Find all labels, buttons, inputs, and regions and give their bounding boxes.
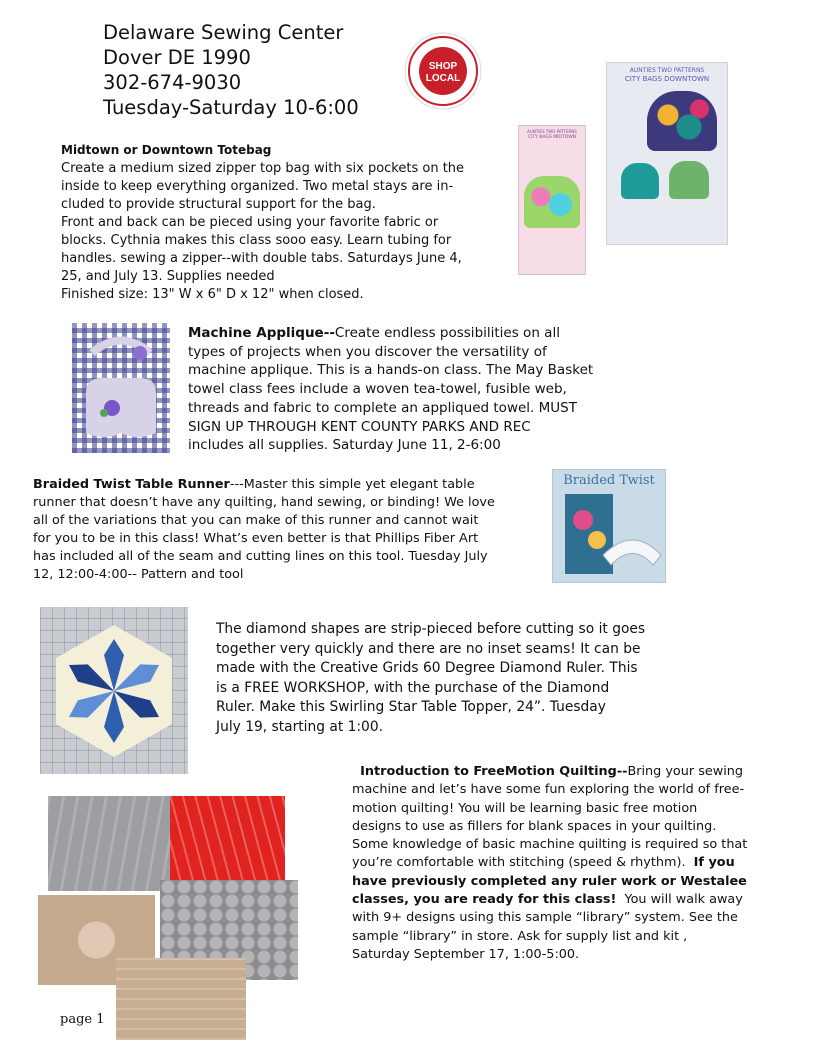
totebag-description [61,160,501,304]
braided-twist-product-photo [552,469,666,583]
diamond-line: together very quickly and there are no inset seams! It can be [216,640,641,657]
applique-title: Machine Applique-- [188,325,335,341]
quilting-sample-tan-photo [116,958,246,1040]
applique-towel-photo [72,323,170,453]
totebag-line: Create a medium sized zipper top bag with six pockets on the [61,161,465,176]
braided-line: for you to be in this class! What’s even better is that Phillips Fiber Art [33,531,479,546]
freemotion-line: designs to use as fillers for blank spaces in your quilting. [352,818,717,834]
swirling-star-photo [40,607,188,774]
braided-line: has included all of the seam and cutting lines on this tool. Tuesday July [33,549,488,564]
applique-line: types of projects when you discover the versatility of [188,343,547,360]
quilting-sample-gray-photo [48,796,174,891]
freemotion-bold-line: have previously completed any ruler work or Westalee [352,873,747,889]
freemotion-bold-line: classes, you are ready for this class! [352,892,617,908]
downtown-bag-image [647,91,717,151]
store-phone: 302-674-9030 [103,71,242,94]
freemotion-line: You will walk away [624,892,743,908]
totebag-line: blocks. Cythnia makes this class sooo easy. Learn tubing for [61,233,452,248]
midtown-cover-title: CITY BAGS MIDTOWN [527,135,577,140]
midtown-cover-brand: AUNTIES TWO PATTERNS [527,129,577,134]
totebag-line: Front and back can be pieced using your favorite fabric or [61,215,439,230]
applique-line: SIGN UP THROUGH KENT COUNTY PARKS AND REC [188,418,531,435]
diamond-line: The diamond shapes are strip-pieced before cutting so it goes [216,621,646,637]
applique-line: Create endless possibilities on all [334,325,560,341]
freemotion-title: Introduction to FreeMotion Quilting-- [360,764,628,779]
quilting-sample-red-photo [170,796,285,891]
braided-line: runner that doesn’t have any quilting, hand sewing, or binding! We love [33,495,495,510]
applique-line: includes all supplies. Saturday June 11, 2-6:00 [188,437,501,454]
applique-line: machine applique. This is a hands-on class. The May Basket [188,362,594,379]
logo-bottom-text: LOCAL [425,73,461,84]
store-name: Delaware Sewing Center [103,21,344,44]
downtown-bag-image-2 [621,163,659,199]
midtown-bag-image [524,176,580,228]
diamond-line: is a FREE WORKSHOP, with the purchase of the Diamond [216,679,610,696]
braided-line: 12, 12:00-4:00-- Pattern and tool [33,567,244,582]
diamond-line: made with the Creative Grids 60 Degree Diamond Ruler. This [216,660,638,676]
freemotion-description [352,763,792,964]
diamond-line: July 19, starting at 1:00. [216,718,383,735]
shop-local-logo [398,26,488,116]
totebag-line: Finished size: 13" W x 6" D x 12" when closed. [61,287,364,302]
freemotion-line: you’re comfortable with stitching (speed & rhythm). [352,855,686,871]
freemotion-line: machine and let’s have some fun exploring the world of free- [352,782,745,798]
freemotion-line: Some knowledge of basic machine quilting is required so that [352,837,748,853]
freemotion-line: sample “library” in store. Ask for supply list and kit , [352,928,688,944]
braided-line: all of the variations that you can make of this runner and cannot wait [33,513,479,528]
freemotion-line: Saturday September 17, 1:00-5:00. [352,946,580,962]
diamond-line: Ruler. Make this Swirling Star Table Topper, 24”. Tuesday [216,699,606,715]
totebag-line: 25, and July 13. Supplies needed [61,269,275,284]
freemotion-bold-line: If you [693,855,735,871]
store-header [103,20,359,120]
freemotion-line: with 9+ designs using this sample “library” system. See the [352,910,738,926]
applique-description [188,324,608,455]
applique-line: threads and fabric to complete an appliqued towel. MUST [188,399,577,416]
store-hours: Tuesday-Saturday 10-6:00 [103,96,359,119]
totebag-title: Midtown or Downtown Totebag [61,143,272,157]
freemotion-line: Bring your sewing [627,764,743,779]
totebag-line: inside to keep everything organized. Two metal stays are in- [61,179,454,194]
store-city: Dover DE 1990 [103,46,251,69]
downtown-pattern-cover [606,62,728,245]
totebag-line: handles. sewing a zipper--with double tabs. Saturdays June 4, [61,251,462,266]
downtown-cover-title: CITY BAGS DOWNTOWN [624,75,710,83]
midtown-pattern-cover [518,125,586,275]
downtown-bag-image-3 [669,161,709,199]
logo-top-text: SHOP [428,61,458,72]
downtown-cover-brand: AUNTIES TWO PATTERNS [629,67,705,74]
braided-line: ---Master this simple yet elegant table [229,477,475,492]
braided-twist-description [33,476,533,584]
totebag-line: cluded to provide structural support for the bag. [61,197,376,212]
diamond-workshop-description [216,620,686,737]
braided-twist-product-title: Braided Twist [563,473,655,488]
freemotion-line: motion quilting! You will be learning basic free motion [352,800,698,816]
applique-line: towel class fees include a woven tea-towel, fusible web, [188,381,567,398]
braided-twist-title: Braided Twist Table Runner [33,477,230,492]
page-number: page 1 [60,1012,105,1027]
